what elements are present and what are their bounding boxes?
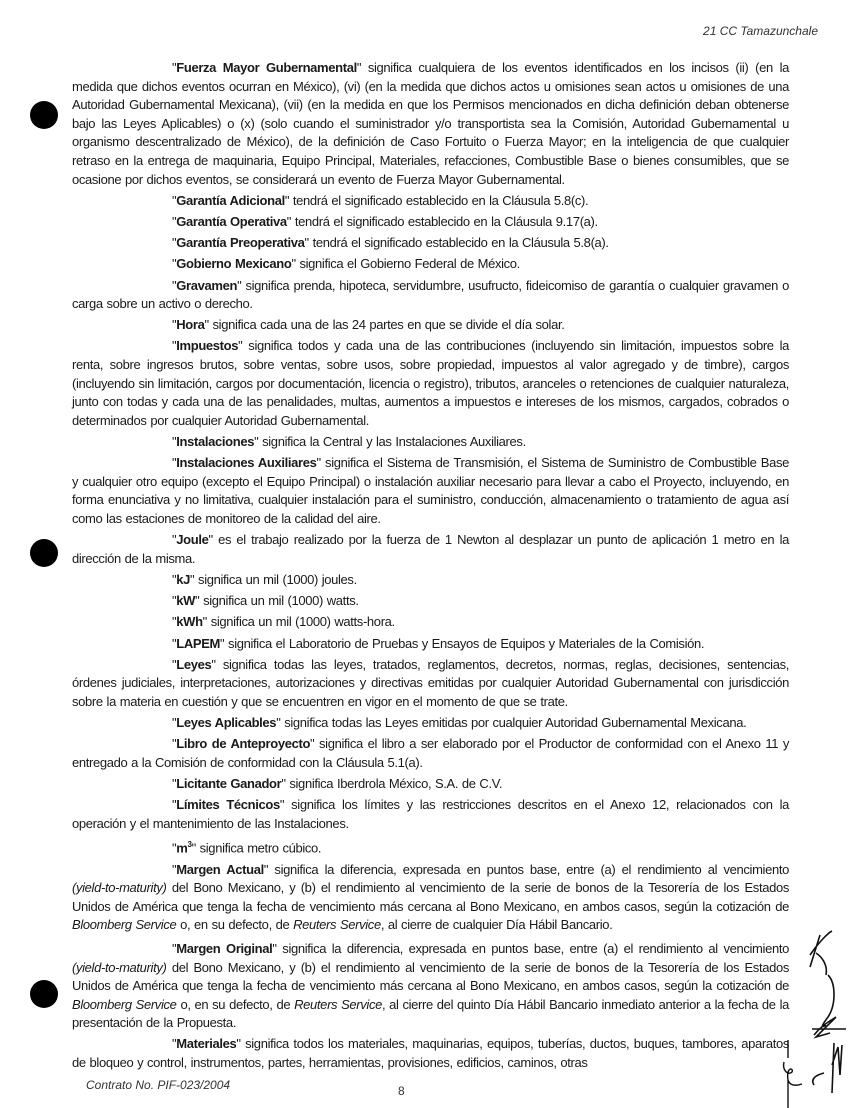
definition-term: m xyxy=(176,840,188,856)
definition-paragraph: "Hora" significa cada una de las 24 partes en que se divide el día solar. xyxy=(172,317,565,333)
definition-term: LAPEM xyxy=(176,635,221,651)
definition-term: Hora xyxy=(176,317,205,333)
definition-text: significa todos y cada una de las contribuciones (incluyendo sin limitación, impuestos sobre la renta, sobre ingresos brutos, sobre ventas, sobre usos, sobre propiedad, impuestos al valor agregado y de timbre), cargos (incluyendo sin limitación, cargos por documentación, licencia o registro), tributos, aranceles o retenciones de cualquier naturaleza, junto con todas y cada una de las penalidades, multas, aumentos a impuestos e intereses de los mismos, cargados, cobrados o determinados por cualquier Autoridad Gubernamental. xyxy=(72,338,789,428)
definition-text: significa un mil (1000) watts. xyxy=(199,593,359,609)
definition-text: del Bono Mexicano, y (b) el rendimiento al vencimiento de la serie de bonos de la Tesorería de los Estados Unidos de América que tenga la fecha de vencimiento más cercana al Bono Mexicano, en ambos casos, según la cotización de xyxy=(72,959,789,994)
definition-term: kWh xyxy=(176,614,203,630)
definitions-body xyxy=(72,59,789,1075)
definition-text: significa Iberdrola México, S.A. de C.V. xyxy=(285,776,503,792)
definition-text: significa la diferencia, expresada en puntos base, entre (a) el rendimiento al vencimiento xyxy=(268,861,789,877)
definition-paragraph: "kWh" significa un mil (1000) watts-hora. xyxy=(172,614,395,630)
definition-text: significa un mil (1000) joules. xyxy=(194,571,357,587)
definition-paragraph: "Margen Actual" significa la diferencia, expresada en puntos base, entre (a) el rendimiento al vencimiento (yield-to-maturity) del Bono Mexicano, y (b) el rendimiento al vencimiento de la serie de bonos de la Tesorería de los Estados Unidos de América que tenga la fecha de vencimiento más cercana al Bono Mexicano, en ambos casos, según la cotización de Bloomberg Service o, en su defecto, de Reuters Service, al cierre de cualquier Día Hábil Bancario. xyxy=(72,861,789,933)
definition-paragraph: "Impuestos" significa todos y cada una de las contribuciones (incluyendo sin limitación, impuestos sobre la renta, sobre ingresos brutos, sobre ventas, sobre usos, sobre propiedad, impuestos al valor agregado y de timbre), cargos (incluyendo sin limitación, cargos por documentación, licencia o registro), tributos, aranceles o retenciones de cualquier naturaleza, junto con todas y cada una de las penalidades, multas, aumentos a impuestos e intereses de los mismos, cargados, cobrados o determinados por cualquier Autoridad Gubernamental. xyxy=(72,338,789,428)
definition-term: Gravamen xyxy=(176,277,238,293)
definition-term: Límites Técnicos xyxy=(176,797,280,813)
definition-paragraph: "Leyes" significa todas las leyes, tratados, reglamentos, decretos, normas, reglas, decisiones, sentencias, órdenes judiciales, interpretaciones, autorizaciones y directivas emitidas por cualquier Autoridad Gubernamental con jurisdicción sobre la materia en cuestión y que se encuentren en vigor en el momento de que se trate. xyxy=(72,656,789,709)
definition-paragraph: "Instalaciones" significa la Central y las Instalaciones Auxiliares. xyxy=(172,434,526,450)
definition-text: significa la diferencia, expresada en puntos base, entre (a) el rendimiento al vencimiento xyxy=(276,940,789,956)
definition-paragraph: "Leyes Aplicables" significa todas las Leyes emitidas por cualquier Autoridad Gubernamental Mexicana. xyxy=(172,715,747,731)
definition-paragraph: "Garantía Adicional" tendrá el significado establecido en la Cláusula 5.8(c). xyxy=(172,192,589,208)
definition-italic-text: Bloomberg Service xyxy=(72,996,177,1012)
definition-text: significa cada una de las 24 partes en que se divide el día solar. xyxy=(208,317,565,333)
signature-mark xyxy=(780,1040,804,1108)
definition-term: Libro de Anteproyecto xyxy=(176,736,311,752)
definition-paragraph: "Licitante Ganador" significa Iberdrola México, S.A. de C.V. xyxy=(172,776,503,792)
punch-hole-bottom xyxy=(30,980,58,1008)
definition-term: Leyes Aplicables xyxy=(176,715,277,731)
definition-text: , al cierre del quinto Día Hábil Bancario inmediato anterior a la fecha de la presentación de la Propuesta. xyxy=(72,996,789,1031)
punch-hole-middle xyxy=(30,539,58,567)
definition-text: del Bono Mexicano, y (b) el rendimiento al vencimiento de la serie de bonos de la Tesorería de los Estados Unidos de América que tenga la fecha de vencimiento más cercana al Bono Mexicano, en ambos casos, según la cotización de xyxy=(72,880,789,914)
definition-paragraph: "Gobierno Mexicano" significa el Gobierno Federal de México. xyxy=(172,256,520,272)
definition-text: significa metro cúbico. xyxy=(195,840,322,856)
definition-term: Joule xyxy=(176,532,209,548)
definition-term: Fuerza Mayor Gubernamental xyxy=(176,60,357,75)
signature-initials xyxy=(806,925,850,1095)
contract-number: Contrato No. PIF-023/2004 xyxy=(86,1078,231,1092)
definition-term: Leyes xyxy=(176,656,212,672)
definition-text: significa todas las Leyes emitidas por cualquier Autoridad Gubernamental Mexicana. xyxy=(280,715,747,731)
definition-paragraph: "Gravamen" significa prenda, hipoteca, servidumbre, usufructo, fideicomiso de garantía o cualquier gravamen o carga sobre un activo o derecho. xyxy=(72,277,789,312)
definition-italic-text: (yield-to-maturity) xyxy=(72,959,167,975)
page-number: 8 xyxy=(398,1084,405,1098)
definition-term: Garantía Operativa xyxy=(176,213,287,229)
definition-term: Margen Original xyxy=(176,940,273,956)
definition-text: tendrá el significado establecido en la Cláusula 9.17(a). xyxy=(291,213,598,229)
document-header: 21 CC Tamazunchale xyxy=(703,24,818,38)
definition-paragraph: "kW" significa un mil (1000) watts. xyxy=(172,593,359,609)
definition-text: significa el libro a ser elaborado por el Productor de conformidad con el Anexo 11 y entregado a la Comisión de conformidad con la Cláusula 5.1(a). xyxy=(72,736,789,770)
definition-term-superscript: 3 xyxy=(187,840,192,850)
definition-text: significa todos los materiales, maquinarias, equipos, tuberías, ductos, buques, tambores, aparatos de bloqueo y control, instrumentos, partes, herramientas, provisiones, edificios, caminos, otras xyxy=(72,1036,789,1071)
definition-paragraph: "Garantía Preoperativa" tendrá el significado establecido en la Cláusula 5.8(a). xyxy=(172,235,609,251)
definition-paragraph: "Joule" es el trabajo realizado por la fuerza de 1 Newton al desplazar un punto de aplicación 1 metro en la dirección de la misma. xyxy=(72,532,789,566)
definition-text: significa la Central y las Instalaciones Auxiliares. xyxy=(258,434,526,450)
definition-text: significa cualquiera de los eventos identificados en los incisos (ii) (en la medida que dichos eventos ocurran en México), (vi) (en la medida que dichos actos u omisiones sean actos u omisiones de una Autoridad Gubernamental Mexicana), (vii) (en la medida en que los Permisos mencionados en dicha definición deban obtenerse bajo las Leyes Aplicables) o (x) (solo cuando el suministrador y/o transportista sea la Comisión, Autoridad Gubernamental u organismo descentralizado de México), de la definición de Caso Fortuito o Fuerza Mayor; en la inteligencia de que cualquier retraso en la entrega de maquinaria, Equipo Principal, Materiales, refacciones, Combustible Base o bienes consumibles, que se ocasione por dichos eventos, se considerará un evento de Fuerza Mayor Gubernamental. xyxy=(72,60,789,187)
definition-text: tendrá el significado establecido en la Cláusula 5.8(a). xyxy=(308,235,609,251)
definition-text: significa todas las leyes, tratados, reglamentos, decretos, normas, reglas, decisiones, sentencias, órdenes judiciales, interpretaciones, autorizaciones y directivas emitidas por cualquier Autoridad Gubernamental con jurisdicción sobre la materia en cuestión y que se encuentren en vigor en el momento de que se trate. xyxy=(72,656,789,709)
definition-text: significa el Sistema de Transmisión, el Sistema de Suministro de Combustible Base y cualquier otro equipo (excepto el Equipo Principal) o instalación auxiliar necesario para llevar a cabo el Proyecto, incluyendo, en forma enunciativa y no limitativa, cualquier instalación para el suministro, conducción, almacenamiento o tratamiento de agua así como las estaciones de monitoreo de la calidad del aire. xyxy=(72,455,789,526)
definition-term: Impuestos xyxy=(176,338,239,354)
definition-term: Instalaciones Auxiliares xyxy=(176,455,317,471)
definition-paragraph: "Materiales" significa todos los materiales, maquinarias, equipos, tuberías, ductos, buques, tambores, aparatos de bloqueo y control, instrumentos, partes, herramientas, provisiones, edificios, caminos, otras xyxy=(72,1036,789,1071)
definition-term: Materiales xyxy=(176,1036,237,1052)
definition-paragraph: "Libro de Anteproyecto" significa el libro a ser elaborado por el Productor de conformidad con el Anexo 11 y entregado a la Comisión de conformidad con la Cláusula 5.1(a). xyxy=(72,736,789,770)
definition-paragraph: "Garantía Operativa" tendrá el significado establecido en la Cláusula 9.17(a). xyxy=(172,213,598,229)
definition-italic-text: Bloomberg Service xyxy=(72,917,177,933)
definition-paragraph: "Margen Original" significa la diferencia, expresada en puntos base, entre (a) el rendimiento al vencimiento (yield-to-maturity) del Bono Mexicano, y (b) el rendimiento al vencimiento de la serie de bonos de la Tesorería de los Estados Unidos de América que tenga la fecha de vencimiento más cercana al Bono Mexicano, en ambos casos, según la cotización de Bloomberg Service o, en su defecto, de Reuters Service, al cierre del quinto Día Hábil Bancario inmediato anterior a la fecha de la presentación de la Propuesta. xyxy=(72,940,789,1031)
definition-paragraph: "Fuerza Mayor Gubernamental" significa cualquiera de los eventos identificados en los incisos (ii) (en la medida que dichos eventos ocurran en México), (vi) (en la medida que dichos actos u omisiones sean actos u omisiones de una Autoridad Gubernamental Mexicana), (vii) (en la medida en que los Permisos mencionados en dicha definición deban obtenerse bajo las Leyes Aplicables) o (x) (solo cuando el suministrador y/o transportista sea la Comisión, Autoridad Gubernamental u organismo descentralizado de México), de la definición de Caso Fortuito o Fuerza Mayor; en la inteligencia de que cualquier retraso en la entrega de maquinaria, Equipo Principal, Materiales, refacciones, Combustible Base o bienes consumibles, que se ocasione por dichos eventos, se considerará un evento de Fuerza Mayor Gubernamental. xyxy=(72,60,789,187)
definition-italic-text: (yield-to-maturity) xyxy=(72,880,167,896)
definition-text: significa el Gobierno Federal de México. xyxy=(295,256,520,272)
definition-italic-text: Reuters Service xyxy=(293,917,381,933)
definition-text: , al cierre de cualquier Día Hábil Bancario. xyxy=(380,917,613,933)
definition-term: Garantía Preoperativa xyxy=(176,235,305,251)
definition-paragraph: "LAPEM" significa el Laboratorio de Pruebas y Ensayos de Equipos y Materiales de la Comisión. xyxy=(172,635,705,651)
definition-text: significa los límites y las restricciones descritos en el Anexo 12, relacionados con la operación y el mantenimiento de las Instalaciones. xyxy=(72,797,789,831)
definition-text: significa un mil (1000) watts-hora. xyxy=(206,614,395,630)
definition-term: Gobierno Mexicano xyxy=(176,256,292,272)
definition-paragraph: "kJ" significa un mil (1000) joules. xyxy=(172,571,357,587)
definition-paragraph: "Instalaciones Auxiliares" significa el Sistema de Transmisión, el Sistema de Suministro de Combustible Base y cualquier otro equipo (excepto el Equipo Principal) o instalación auxiliar necesario para llevar a cabo el Proyecto, incluyendo, en forma enunciativa y no limitativa, cualquier instalación para el suministro, conducción, almacenamiento o tratamiento de agua así como las estaciones de monitoreo de la calidad del aire. xyxy=(72,455,789,526)
definition-term: kW xyxy=(176,593,196,609)
definition-term: Instalaciones xyxy=(176,434,255,450)
definition-term: kJ xyxy=(176,571,191,587)
definition-text: o, en su defecto, de xyxy=(176,996,295,1012)
definition-term: Licitante Ganador xyxy=(176,776,282,792)
definition-text: tendrá el significado establecido en la Cláusula 5.8(c). xyxy=(289,192,589,208)
definition-text: es el trabajo realizado por la fuerza de 1 Newton al desplazar un punto de aplicación 1 metro en la dirección de la misma. xyxy=(72,532,789,566)
definition-text: o, en su defecto, de xyxy=(176,917,294,933)
definition-term: Garantía Adicional xyxy=(176,192,285,208)
definition-paragraph: "$m^3$" significa metro cúbico. xyxy=(172,840,322,856)
definition-text: significa prenda, hipoteca, servidumbre, usufructo, fideicomiso de garantía o cualquier gravamen o carga sobre un activo o derecho. xyxy=(72,277,789,312)
definition-text: significa el Laboratorio de Pruebas y Ensayos de Equipos y Materiales de la Comisión. xyxy=(224,635,705,651)
definition-term: Margen Actual xyxy=(176,861,264,877)
definition-italic-text: Reuters Service xyxy=(294,996,382,1012)
definition-paragraph: "Límites Técnicos" significa los límites y las restricciones descritos en el Anexo 12, relacionados con la operación y el mantenimiento de las Instalaciones. xyxy=(72,797,789,831)
punch-hole-top xyxy=(30,101,58,129)
